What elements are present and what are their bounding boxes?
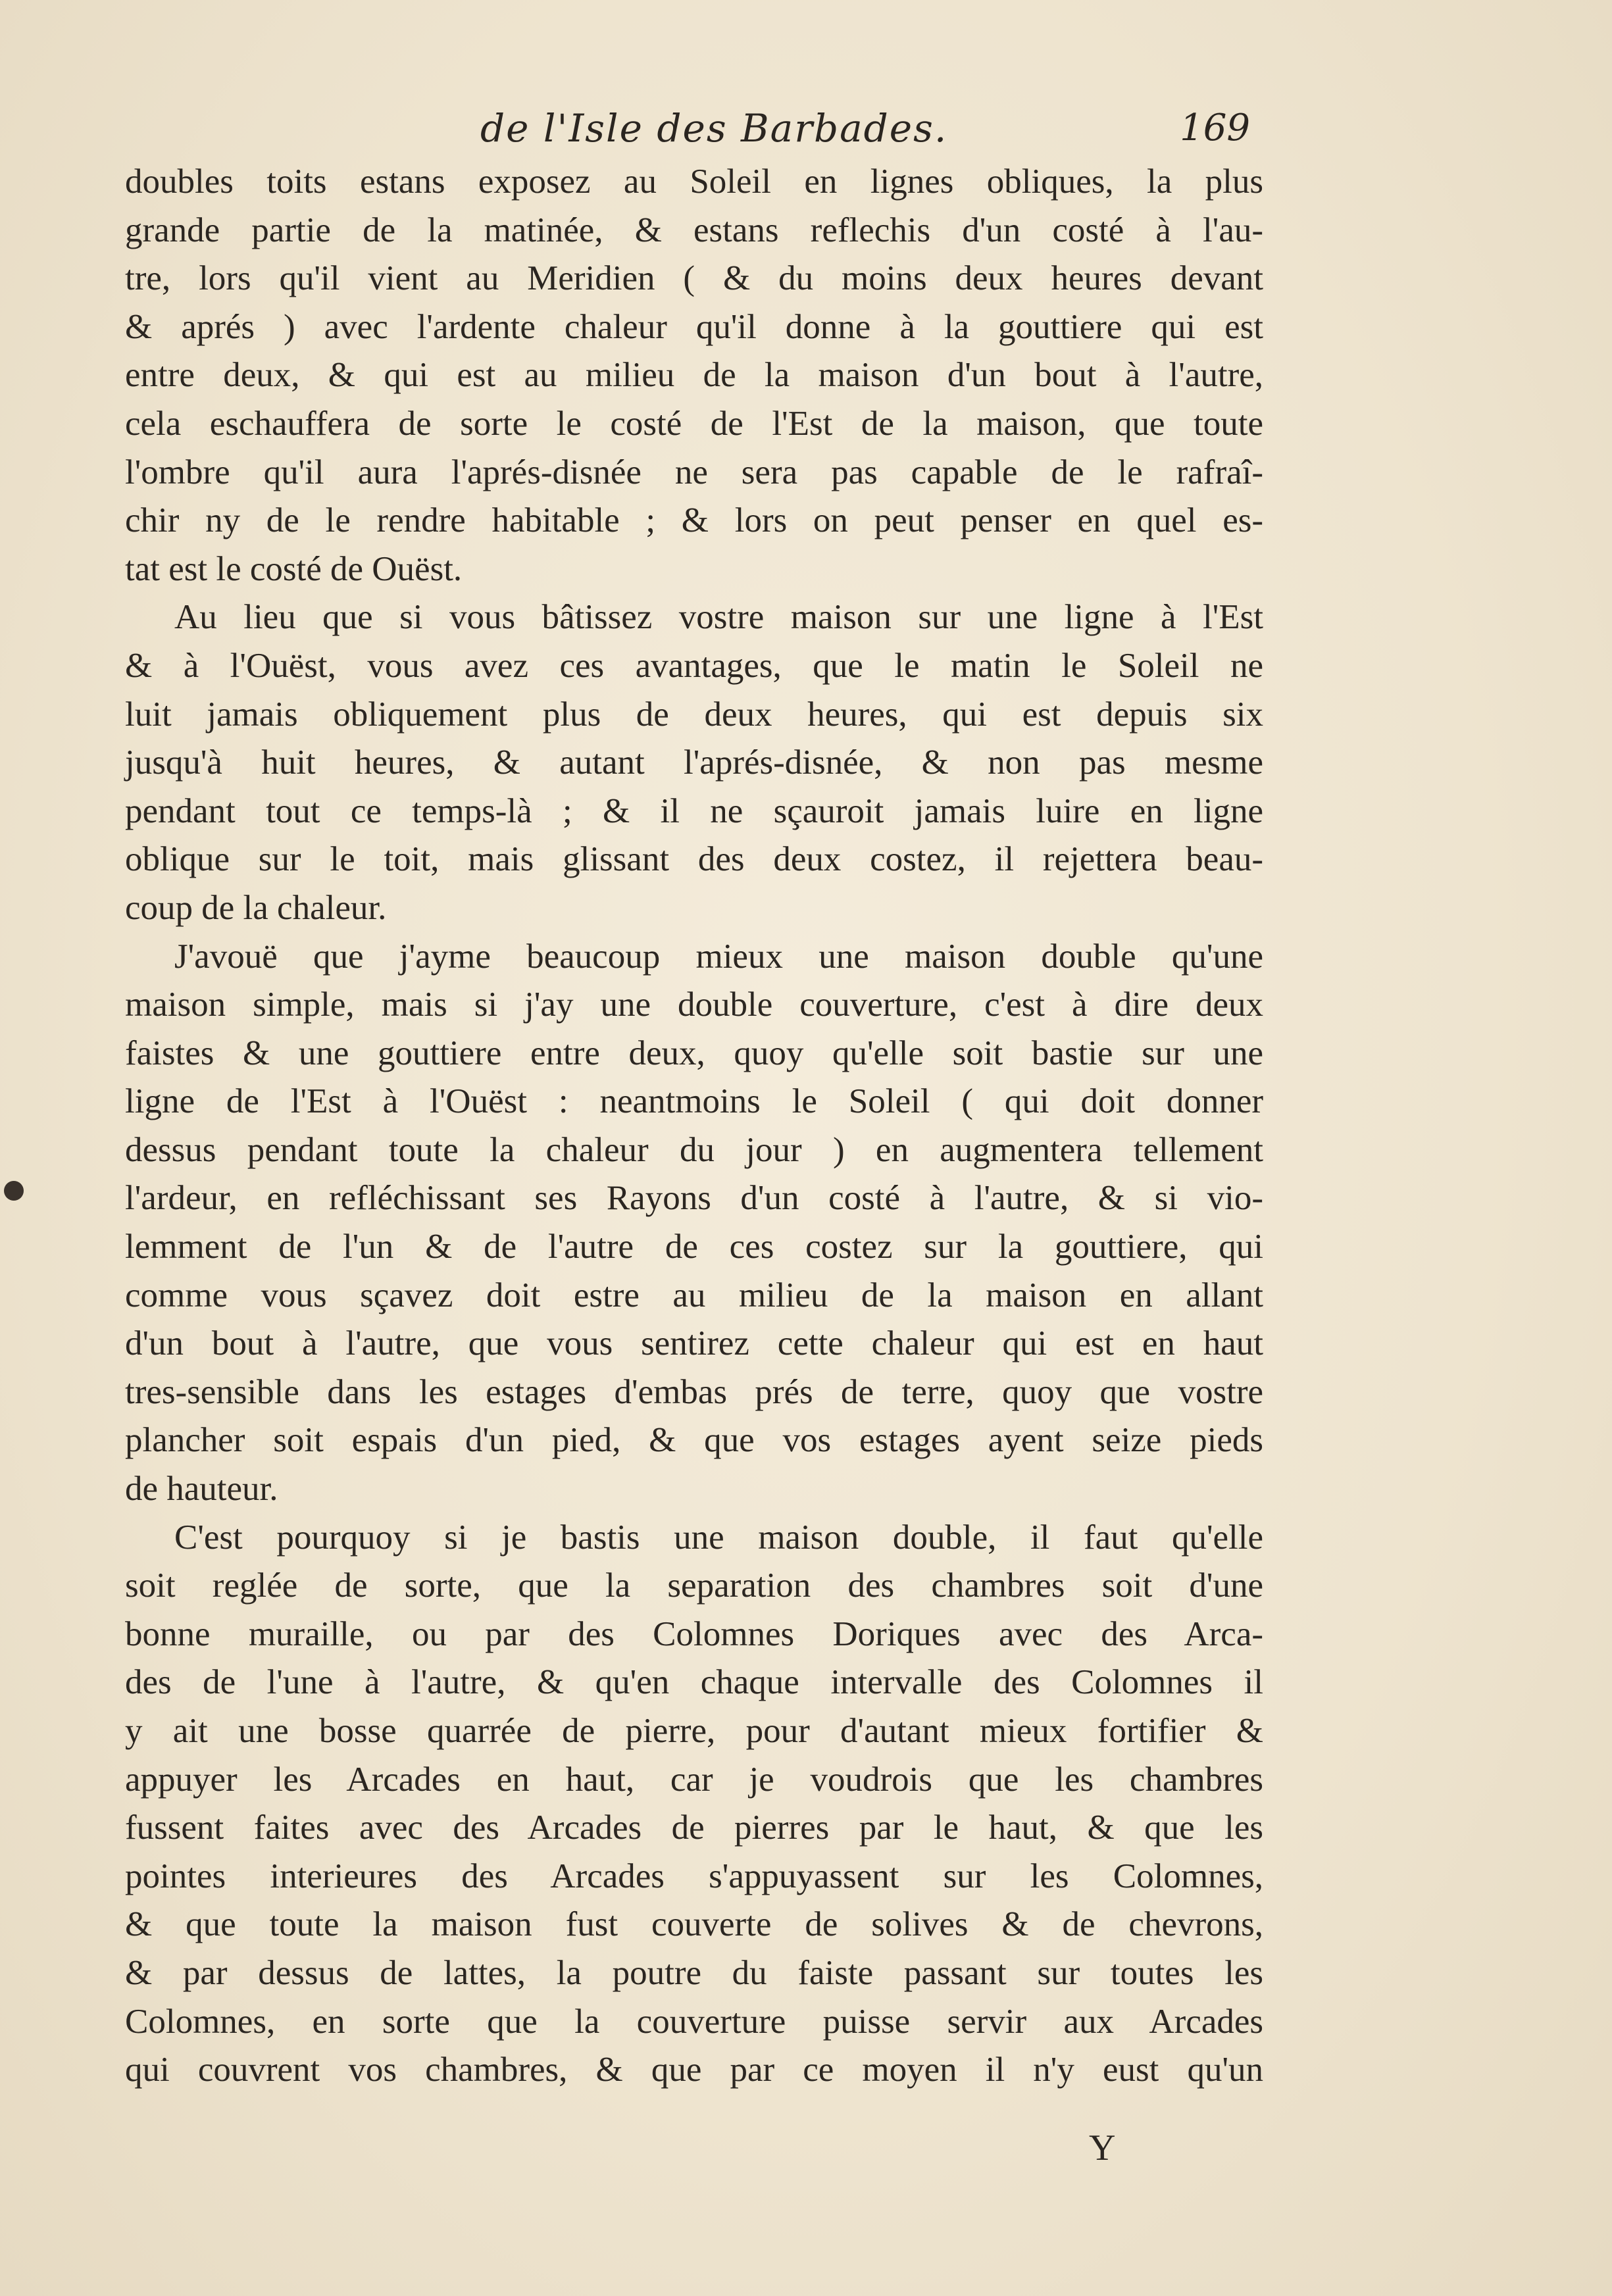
text-line: tre, lors qu'il vient au Meridien ( & du moins deux heures devant xyxy=(125,259,1263,298)
text-line: pendant tout ce temps-là ; & il ne sçauroit jamais luire en ligne xyxy=(125,791,1263,830)
text-line: J'avouë que j'ayme beaucoup mieux une maison double qu'une xyxy=(174,937,1263,976)
text-line: entre deux, & qui est au milieu de la maison d'un bout à l'autre, xyxy=(125,356,1263,395)
text-line: oblique sur le toit, mais glissant des deux costez, il rejettera beau- xyxy=(125,840,1263,879)
text-line: & à l'Ouëst, vous avez ces avantages, que le matin le Soleil ne xyxy=(125,646,1263,685)
text-line: Colomnes, en sorte que la couverture puisse servir aux Arcades xyxy=(125,2002,1263,2041)
text-line: & par dessus de lattes, la poutre du faiste passant sur toutes les xyxy=(125,1953,1263,1992)
text-line: l'ombre qu'il aura l'aprés-disnée ne sera pas capable de le rafraî- xyxy=(125,453,1263,491)
text-line: doubles toits estans exposez au Soleil en lignes obliques, la plus xyxy=(125,162,1263,201)
text-line: fussent faites avec des Arcades de pierres par le haut, & que les xyxy=(125,1809,1263,1847)
text-line: y ait une bosse quarrée de pierre, pour d'autant mieux fortifier & xyxy=(125,1712,1263,1750)
text-line: dessus pendant toute la chaleur du jour ) en augmentera tellement xyxy=(125,1130,1263,1169)
text-line: bonne muraille, ou par des Colomnes Doriques avec des Arca- xyxy=(125,1614,1263,1653)
text-line: & que toute la maison fust couverte de solives & de chevrons, xyxy=(125,1905,1263,1944)
text-line: ligne de l'Est à l'Ouëst : neantmoins le Soleil ( qui doit donner xyxy=(125,1082,1263,1121)
text-line: tat est le costé de Ouëst. xyxy=(125,549,463,588)
text-line: & aprés ) avec l'ardente chaleur qu'il donne à la gouttiere qui est xyxy=(125,307,1263,346)
paragraph-3 xyxy=(125,933,1263,1514)
page-number: 169 xyxy=(1180,107,1250,149)
text-line: plancher soit espais d'un pied, & que vos estages ayent seize pieds xyxy=(125,1421,1263,1460)
paragraph-4 xyxy=(125,1514,1263,2095)
text-line: des de l'une à l'autre, & qu'en chaque intervalle des Colomnes il xyxy=(125,1663,1263,1702)
text-line: coup de la chaleur. xyxy=(125,888,387,927)
paragraph-2 xyxy=(125,593,1263,932)
body-text xyxy=(125,158,1263,2095)
text-line: maison simple, mais si j'ay une double couverture, c'est à dire deux xyxy=(125,986,1263,1024)
text-line: qui couvrent vos chambres, & que par ce moyen il n'y eust qu'un xyxy=(125,2051,1263,2089)
text-line: faistes & une gouttiere entre deux, quoy qu'elle soit bastie sur une xyxy=(125,1034,1263,1072)
text-line: tres-sensible dans les estages d'embas prés de terre, quoy que vostre xyxy=(125,1372,1263,1411)
text-line: lemment de l'un & de l'autre de ces costez sur la gouttiere, qui xyxy=(125,1228,1263,1266)
text-line: d'un bout à l'autre, que vous sentirez cette chaleur qui est en haut xyxy=(125,1324,1263,1363)
page-header xyxy=(125,102,1250,155)
text-line: de hauteur. xyxy=(125,1470,278,1509)
text-line: Au lieu que si vous bâtissez vostre maison sur une ligne à l'Est xyxy=(174,598,1263,637)
text-line: C'est pourquoy si je bastis une maison double, il faut qu'elle xyxy=(174,1518,1263,1557)
text-line: soit reglée de sorte, que la separation des chambres soit d'une xyxy=(125,1566,1263,1605)
signature-mark: Y xyxy=(1089,2128,1116,2168)
running-title: de l'Isle des Barbades. xyxy=(480,106,948,151)
ink-spot xyxy=(4,1181,24,1201)
paragraph-1 xyxy=(125,158,1263,593)
text-line: grande partie de la matinée, & estans reflechis d'un costé à l'au- xyxy=(125,211,1263,249)
text-line: appuyer les Arcades en haut, car je voudrois que les chambres xyxy=(125,1760,1263,1799)
text-line: jusqu'à huit heures, & autant l'aprés-disnée, & non pas mesme xyxy=(125,743,1263,782)
text-line: comme vous sçavez doit estre au milieu de la maison en allant xyxy=(125,1276,1263,1314)
text-line: l'ardeur, en refléchissant ses Rayons d'un costé à l'autre, & si vio- xyxy=(125,1179,1263,1218)
text-line: cela eschauffera de sorte le costé de l'Est de la maison, que toute xyxy=(125,404,1263,443)
text-line: chir ny de le rendre habitable ; & lors on peut penser en quel es- xyxy=(125,501,1263,540)
text-line: luit jamais obliquement plus de deux heures, qui est depuis six xyxy=(125,695,1263,734)
text-line: pointes interieures des Arcades s'appuyassent sur les Colomnes, xyxy=(125,1857,1263,1895)
